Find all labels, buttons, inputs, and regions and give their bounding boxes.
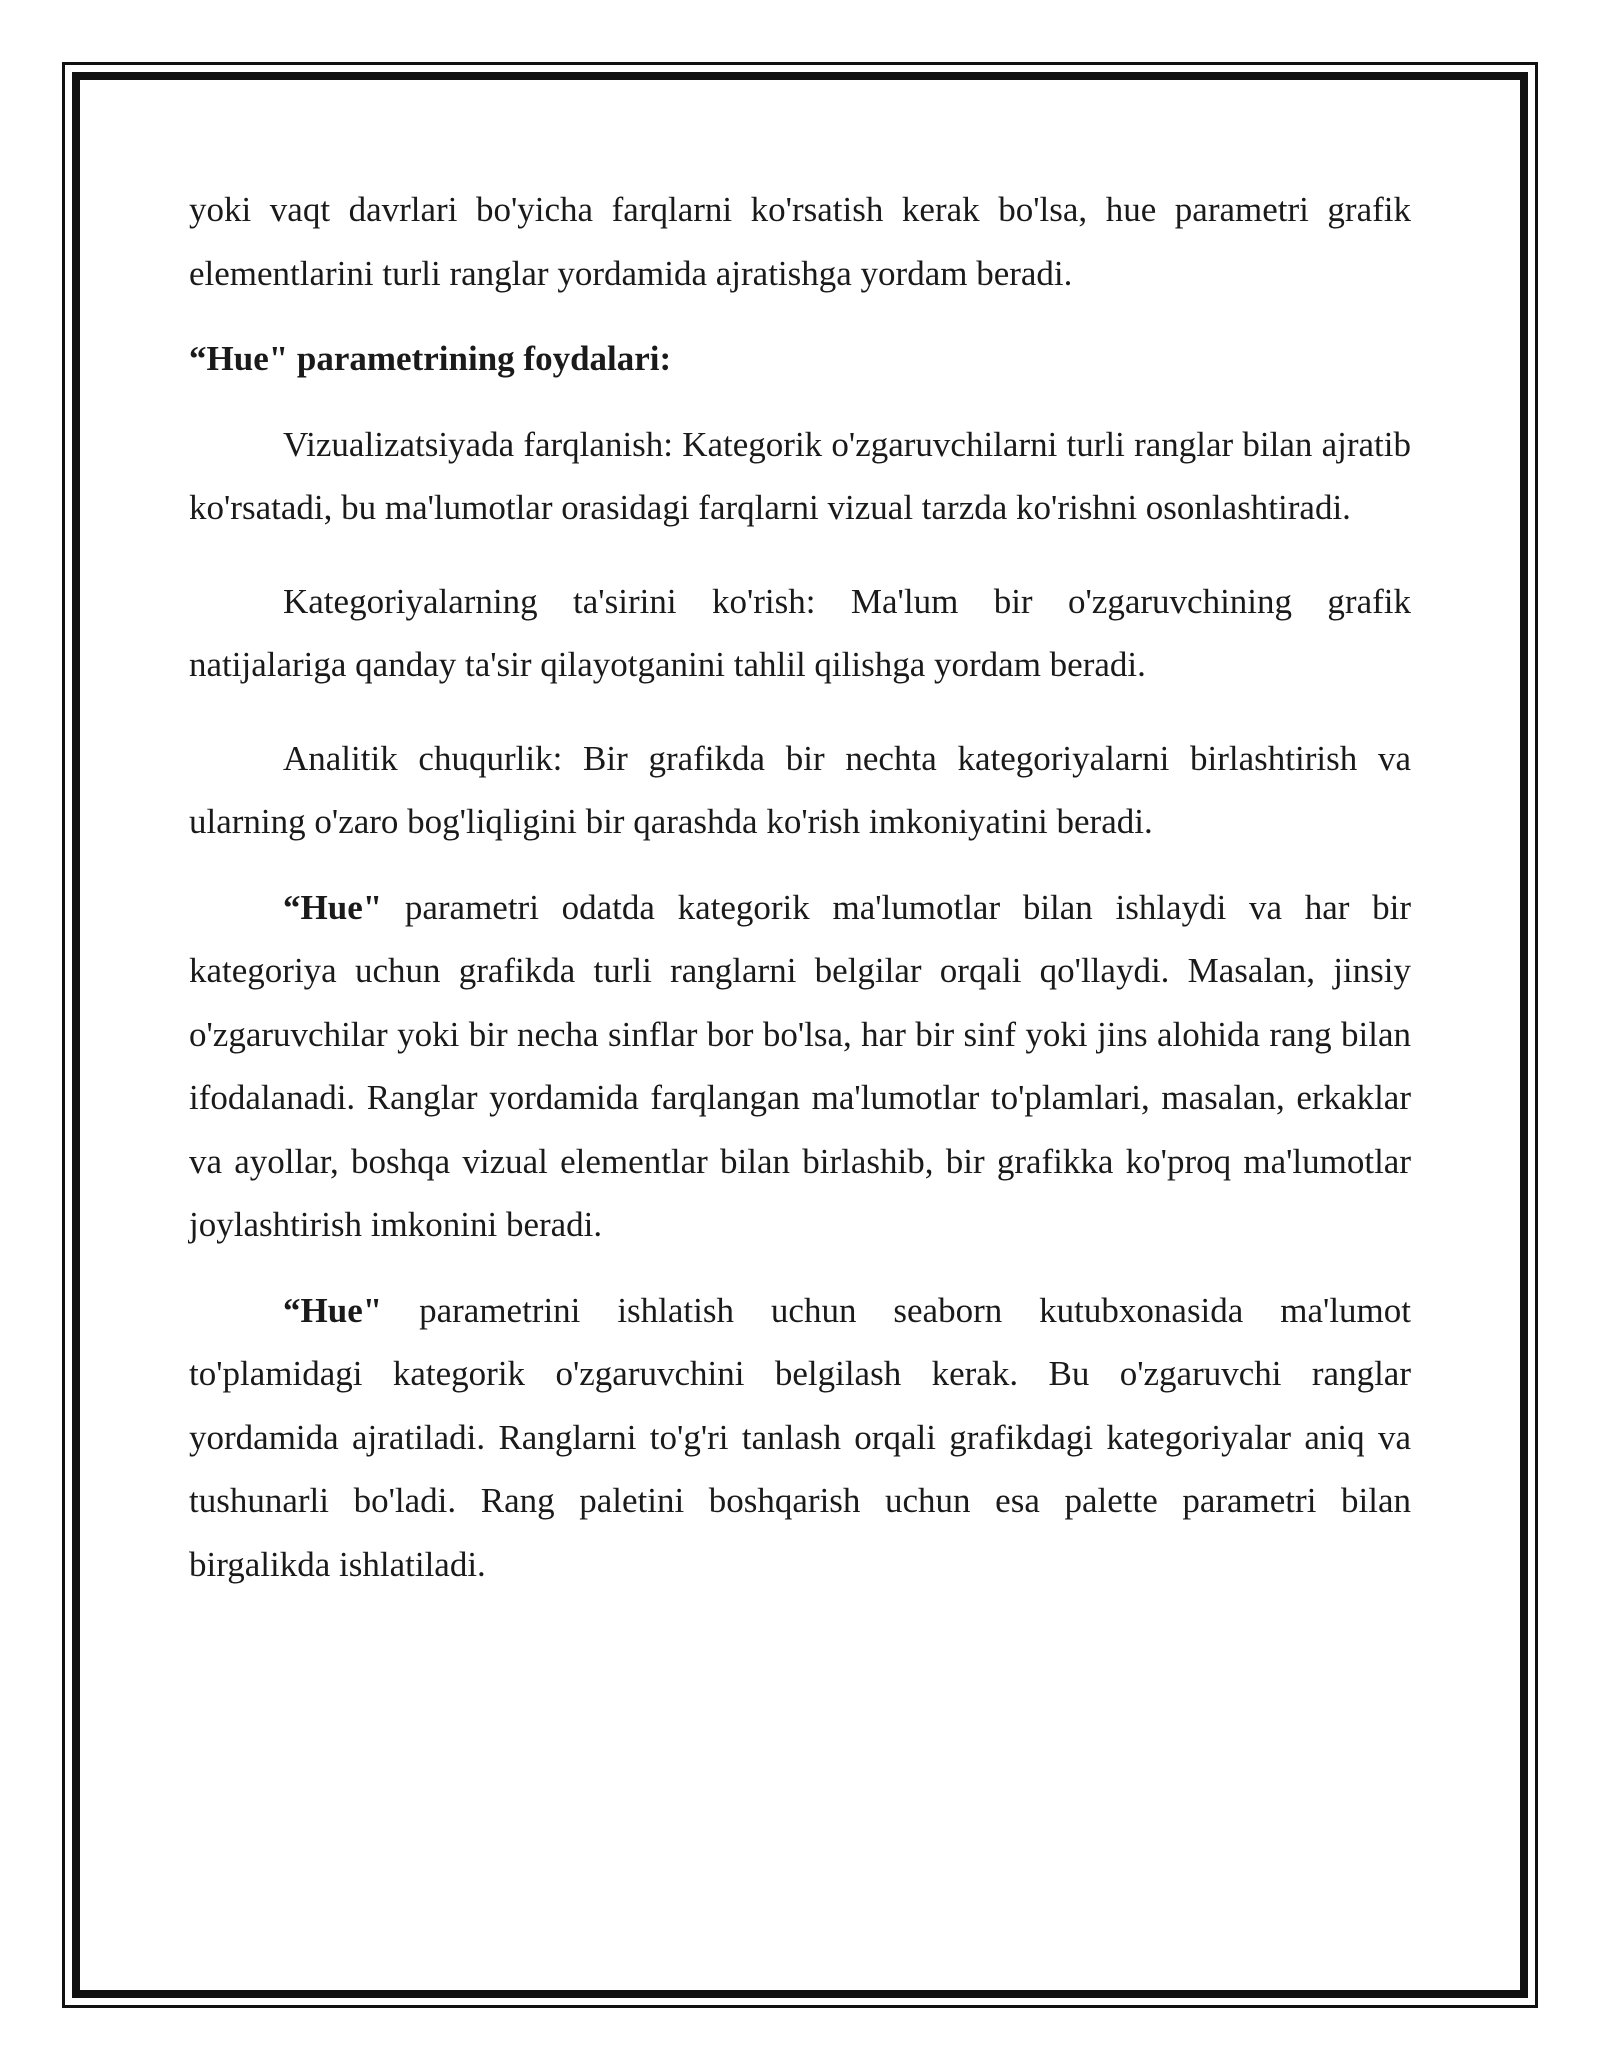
hue-paragraph-usage	[189, 876, 1411, 1257]
hue-bold-term: “Hue"	[283, 1290, 383, 1330]
benefit-paragraph-categories: Kategoriyalarning ta'sirini ko'rish: Ma'lum bir o'zgaruvchining grafik natijalariga qanday ta'sir qilayotganini tahlil qilishga yordam beradi.	[189, 581, 1411, 684]
hue-paragraph-seaborn	[189, 1279, 1411, 1597]
benefit-paragraph-analytics: Analitik chuqurlik: Bir grafikda bir nechta kategoriyalarni birlashtirish va ularning o'zaro bog'liqligini bir qarashda ko'rish imkoniyatini beradi.	[189, 738, 1411, 841]
document-body	[189, 178, 1411, 1596]
hue-paragraph-seaborn-text: parametrini ishlatish uchun seaborn kutubxonasida ma'lumot to'plamidagi kategorik o'zgaruvchini belgilash kerak. Bu o'zgaruvchi ranglar yordamida ajratiladi. Ranglarni to'g'ri tanlash orqali grafikdagi kategoriyalar aniq va tushunarli bo'ladi. Rang paletini boshqarish uchun esa palette parametri bilan birgalikda ishlatiladi.	[189, 1290, 1411, 1584]
section-heading: “Hue" parametrining foydalari:	[189, 339, 672, 378]
benefit-paragraph-visualization: Vizualizatsiyada farqlanish: Kategorik o'zgaruvchilarni turli ranglar bilan ajratib ko'rsatadi, bu ma'lumotlar orasidagi farqlarni vizual tarzda ko'rishni osonlashtiradi.	[189, 424, 1411, 527]
hue-bold-term: “Hue"	[283, 887, 383, 927]
hue-paragraph-usage-text: parametri odatda kategorik ma'lumotlar bilan ishlaydi va har bir kategoriya uchun grafikda turli ranglarni belgilar orqali qo'llaydi. Masalan, jinsiy o'zgaruvchilar yoki bir necha sinflar bor bo'lsa, har bir sinf yoki jins alohida rang bilan ifodalanadi. Ranglar yordamida farqlangan ma'lumotlar to'plamlari, masalan, erkaklar va ayollar, boshqa vizual elementlar bilan birlashib, bir grafikka ko'proq ma'lumotlar joylashtirish imkonini beradi.	[189, 887, 1411, 1244]
intro-paragraph: yoki vaqt davrlari bo'yicha farqlarni ko'rsatish kerak bo'lsa, hue parametri grafik elementlarini turli ranglar yordamida ajratishga yordam beradi.	[189, 190, 1411, 293]
